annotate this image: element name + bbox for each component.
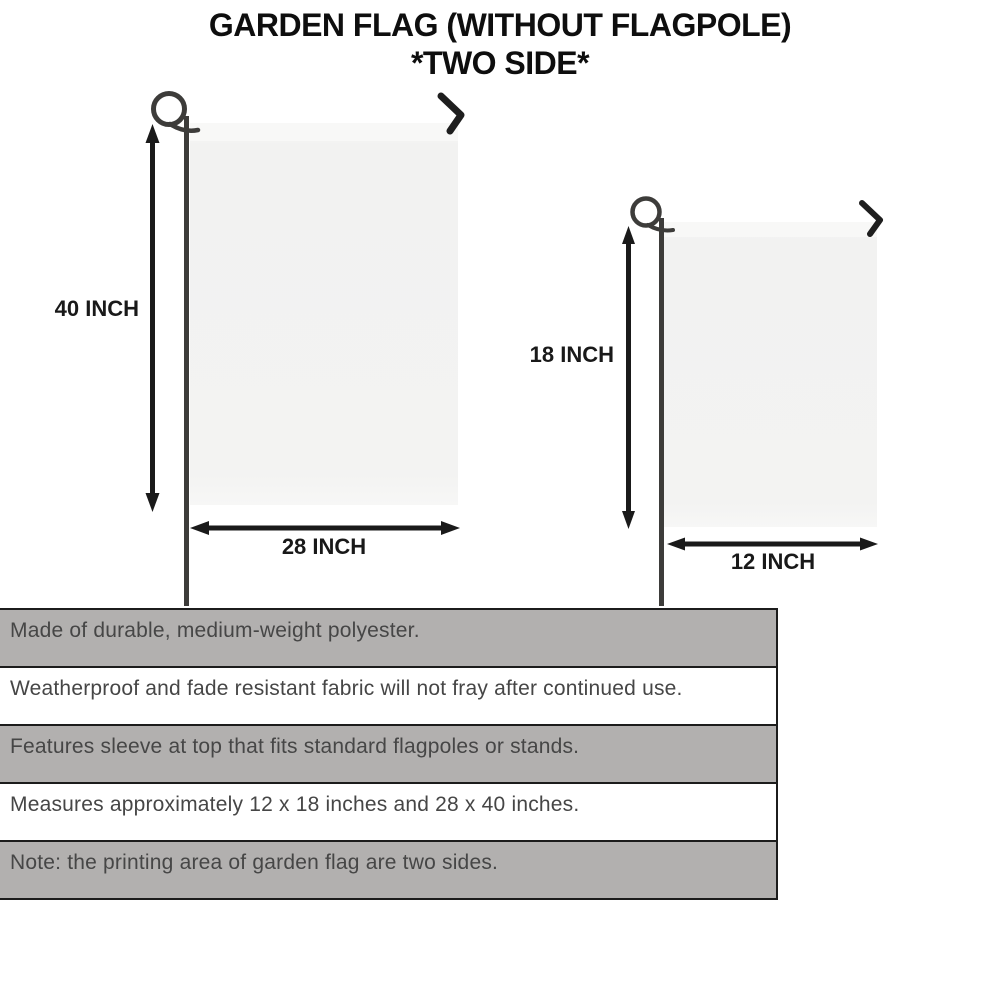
small-flag-diagram xyxy=(530,199,880,607)
small-flag-width-label: 12 INCH xyxy=(730,549,816,574)
large-flag-height-arrow xyxy=(146,124,160,512)
large-flag-width-arrow xyxy=(190,521,460,535)
small-flag-height-label: 18 INCH xyxy=(529,342,614,367)
large-flag-fabric xyxy=(190,123,458,505)
feature-row-weatherproof: Weatherproof and fade resistant fabric will not fray after continued use. xyxy=(0,666,778,726)
feature-list xyxy=(0,608,778,900)
title-line-1: GARDEN FLAG (WITHOUT FLAGPOLE) xyxy=(208,7,792,43)
small-flag-fabric xyxy=(662,222,877,527)
large-flag-height-label: 40 INCH xyxy=(54,296,139,321)
small-flagpole-loop xyxy=(633,199,660,226)
feature-row-sleeve: Features sleeve at top that fits standard flagpoles or stands. xyxy=(0,724,778,784)
feature-row-measures: Measures approximately 12 x 18 inches and 28 x 40 inches. xyxy=(0,782,778,842)
large-flagpole-loop xyxy=(154,94,185,125)
feature-row-note: Note: the printing area of garden flag are two sides. xyxy=(0,840,778,900)
small-flag-sleeve xyxy=(662,222,877,237)
feature-row-material: Made of durable, medium-weight polyester. xyxy=(0,608,778,668)
title-line-2: *TWO SIDE* xyxy=(410,45,590,81)
large-flag-sleeve xyxy=(190,123,458,141)
small-flag-height-arrow xyxy=(622,226,635,529)
large-flag-diagram xyxy=(55,94,461,607)
large-flag-width-label: 28 INCH xyxy=(281,534,367,559)
